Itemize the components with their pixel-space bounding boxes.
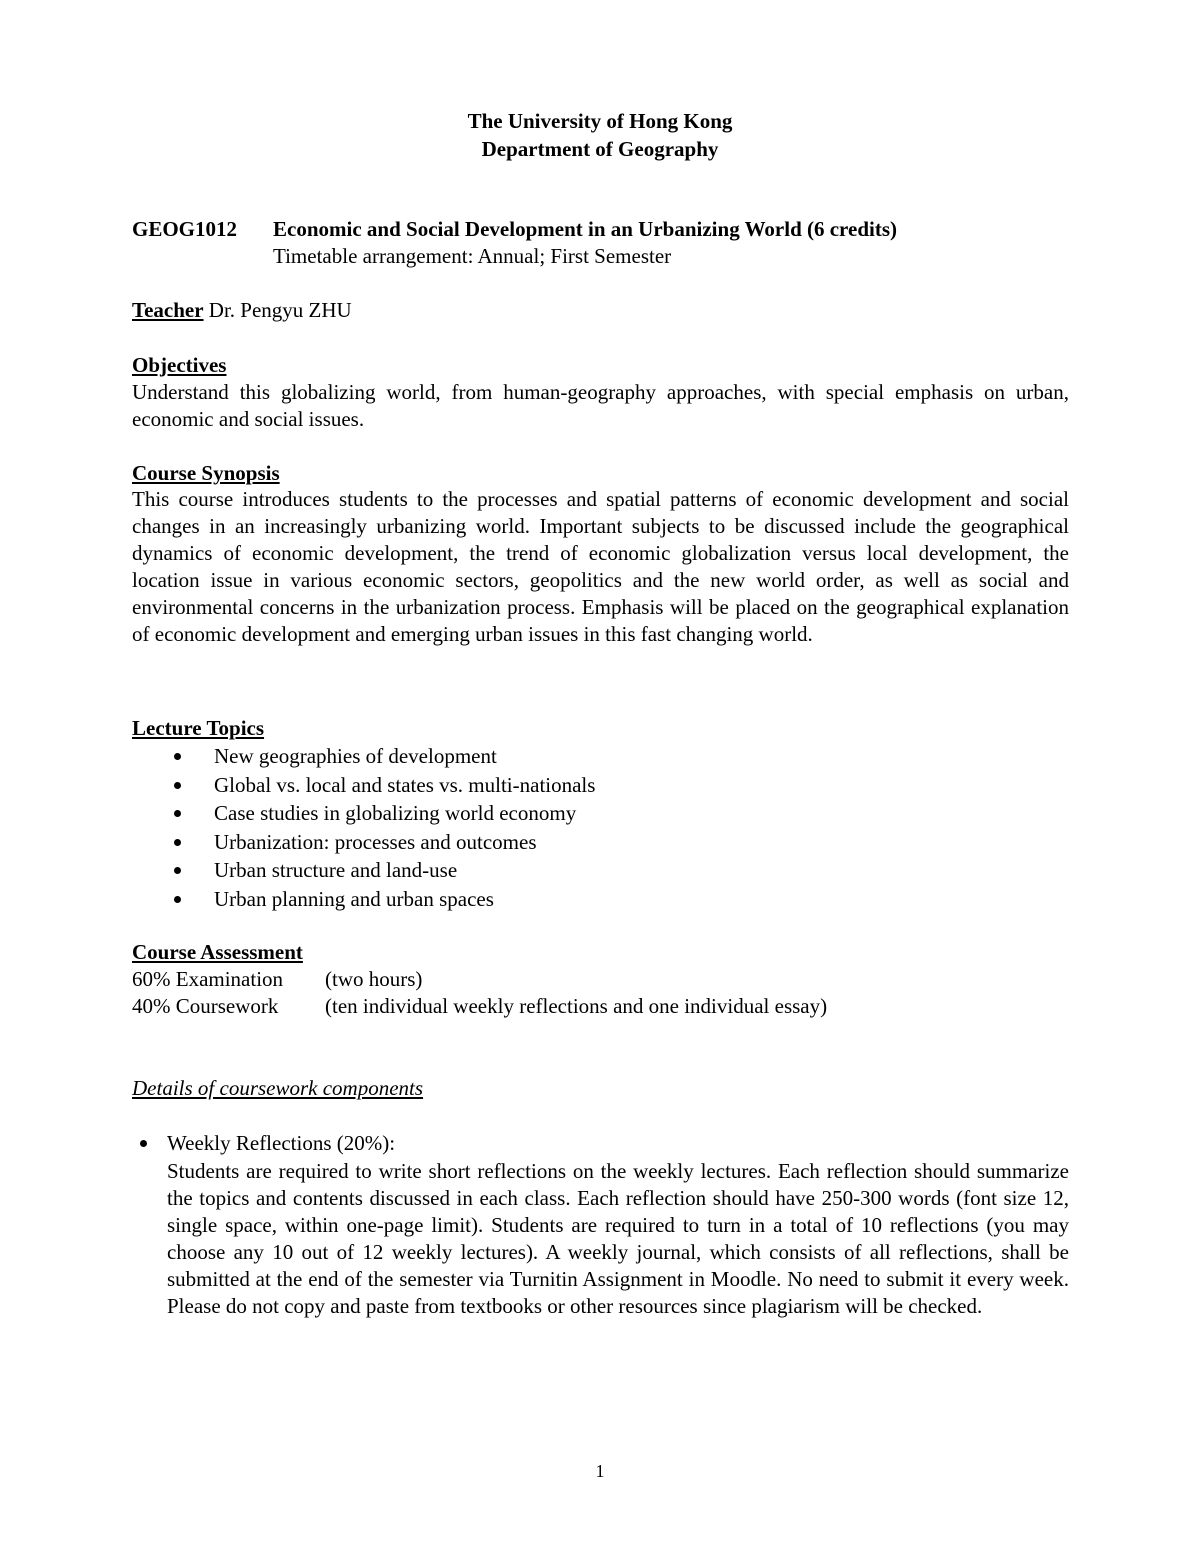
topic-label: Urban planning and urban spaces	[214, 886, 494, 911]
assessment-detail: (two hours)	[325, 967, 423, 991]
assessment-item: 40% Coursework	[132, 994, 279, 1018]
assessment-heading: Course Assessment	[132, 940, 303, 964]
assessment-row-coursework	[132, 993, 827, 1020]
assessment-row-exam	[132, 966, 422, 993]
teacher-line	[132, 297, 352, 324]
topic-label: Urban structure and land-use	[214, 858, 458, 883]
bullet-icon	[174, 896, 181, 903]
assessment-item: 60% Examination	[132, 967, 284, 991]
course-code: GEOG1012	[132, 217, 238, 241]
teacher-label: Teacher	[132, 298, 204, 322]
list-item	[174, 743, 595, 772]
list-item	[174, 886, 595, 915]
topic-label: Global vs. local and states vs. multi-nationals	[214, 772, 596, 797]
list-item	[174, 829, 595, 858]
objectives-heading: Objectives	[132, 353, 227, 377]
topic-label: Urbanization: processes and outcomes	[214, 829, 537, 854]
weekly-reflections-title: Weekly Reflections (20%):	[167, 1131, 396, 1155]
bullet-icon	[140, 1140, 147, 1147]
assessment-detail: (ten individual weekly reflections and one individual essay)	[325, 994, 828, 1018]
course-title: Economic and Social Development in an Urbanizing World (6 credits)	[273, 217, 897, 241]
coursework-details-heading: Details of coursework components	[132, 1076, 424, 1100]
bullet-icon	[174, 753, 181, 760]
page-number: 1	[595, 1461, 605, 1481]
department-name: Department of Geography	[481, 137, 719, 161]
bullet-icon	[174, 810, 181, 817]
objectives-text: Understand this globalizing world, from human-geography approaches, with special emphasis on urban, economic and social issues.	[132, 380, 1069, 431]
synopsis-heading: Course Synopsis	[132, 461, 280, 485]
weekly-reflections-text: Students are required to write short reflections on the weekly lectures. Each reflection should summarize the topics and contents discussed in each class. Each reflection should have 250-300 words (font size 12, single space, within one-page limit). Students are required to turn in a total of 10 reflections (you may choose any 10 out of 12 weekly lectures). A weekly journal, which consists of all reflections, shall be submitted at the end of the semester via Turnitin Assignment in Moodle. No need to submit it every week. Please do not copy and paste from textbooks or other resources since plagiarism will be checked.	[167, 1159, 1069, 1318]
list-item	[174, 800, 595, 829]
lecture-topics-heading: Lecture Topics	[132, 716, 265, 740]
list-item	[174, 857, 595, 886]
bullet-icon	[174, 782, 181, 789]
synopsis-text: This course introduces students to the processes and spatial patterns of economic development and social changes in an increasingly urbanizing world. Important subjects to be discussed include the geographical dynamics of economic development, the trend of economic globalization versus local development, the location issue in various economic sectors, geopolitics and the new world order, as well as social and environmental concerns in the urbanization process. Emphasis will be placed on the geographical explanation of economic development and emerging urban issues in this fast changing world.	[132, 487, 1069, 646]
topic-label: Case studies in globalizing world economy	[214, 801, 577, 826]
lecture-topics-list	[174, 743, 595, 915]
timetable-arrangement: Timetable arrangement: Annual; First Semester	[273, 244, 672, 268]
bullet-icon	[174, 867, 181, 874]
bullet-icon	[174, 839, 181, 846]
university-name: The University of Hong Kong	[467, 109, 733, 133]
topic-label: New geographies of development	[214, 744, 497, 768]
list-item	[174, 772, 595, 801]
teacher-name: Dr. Pengyu ZHU	[208, 298, 352, 322]
